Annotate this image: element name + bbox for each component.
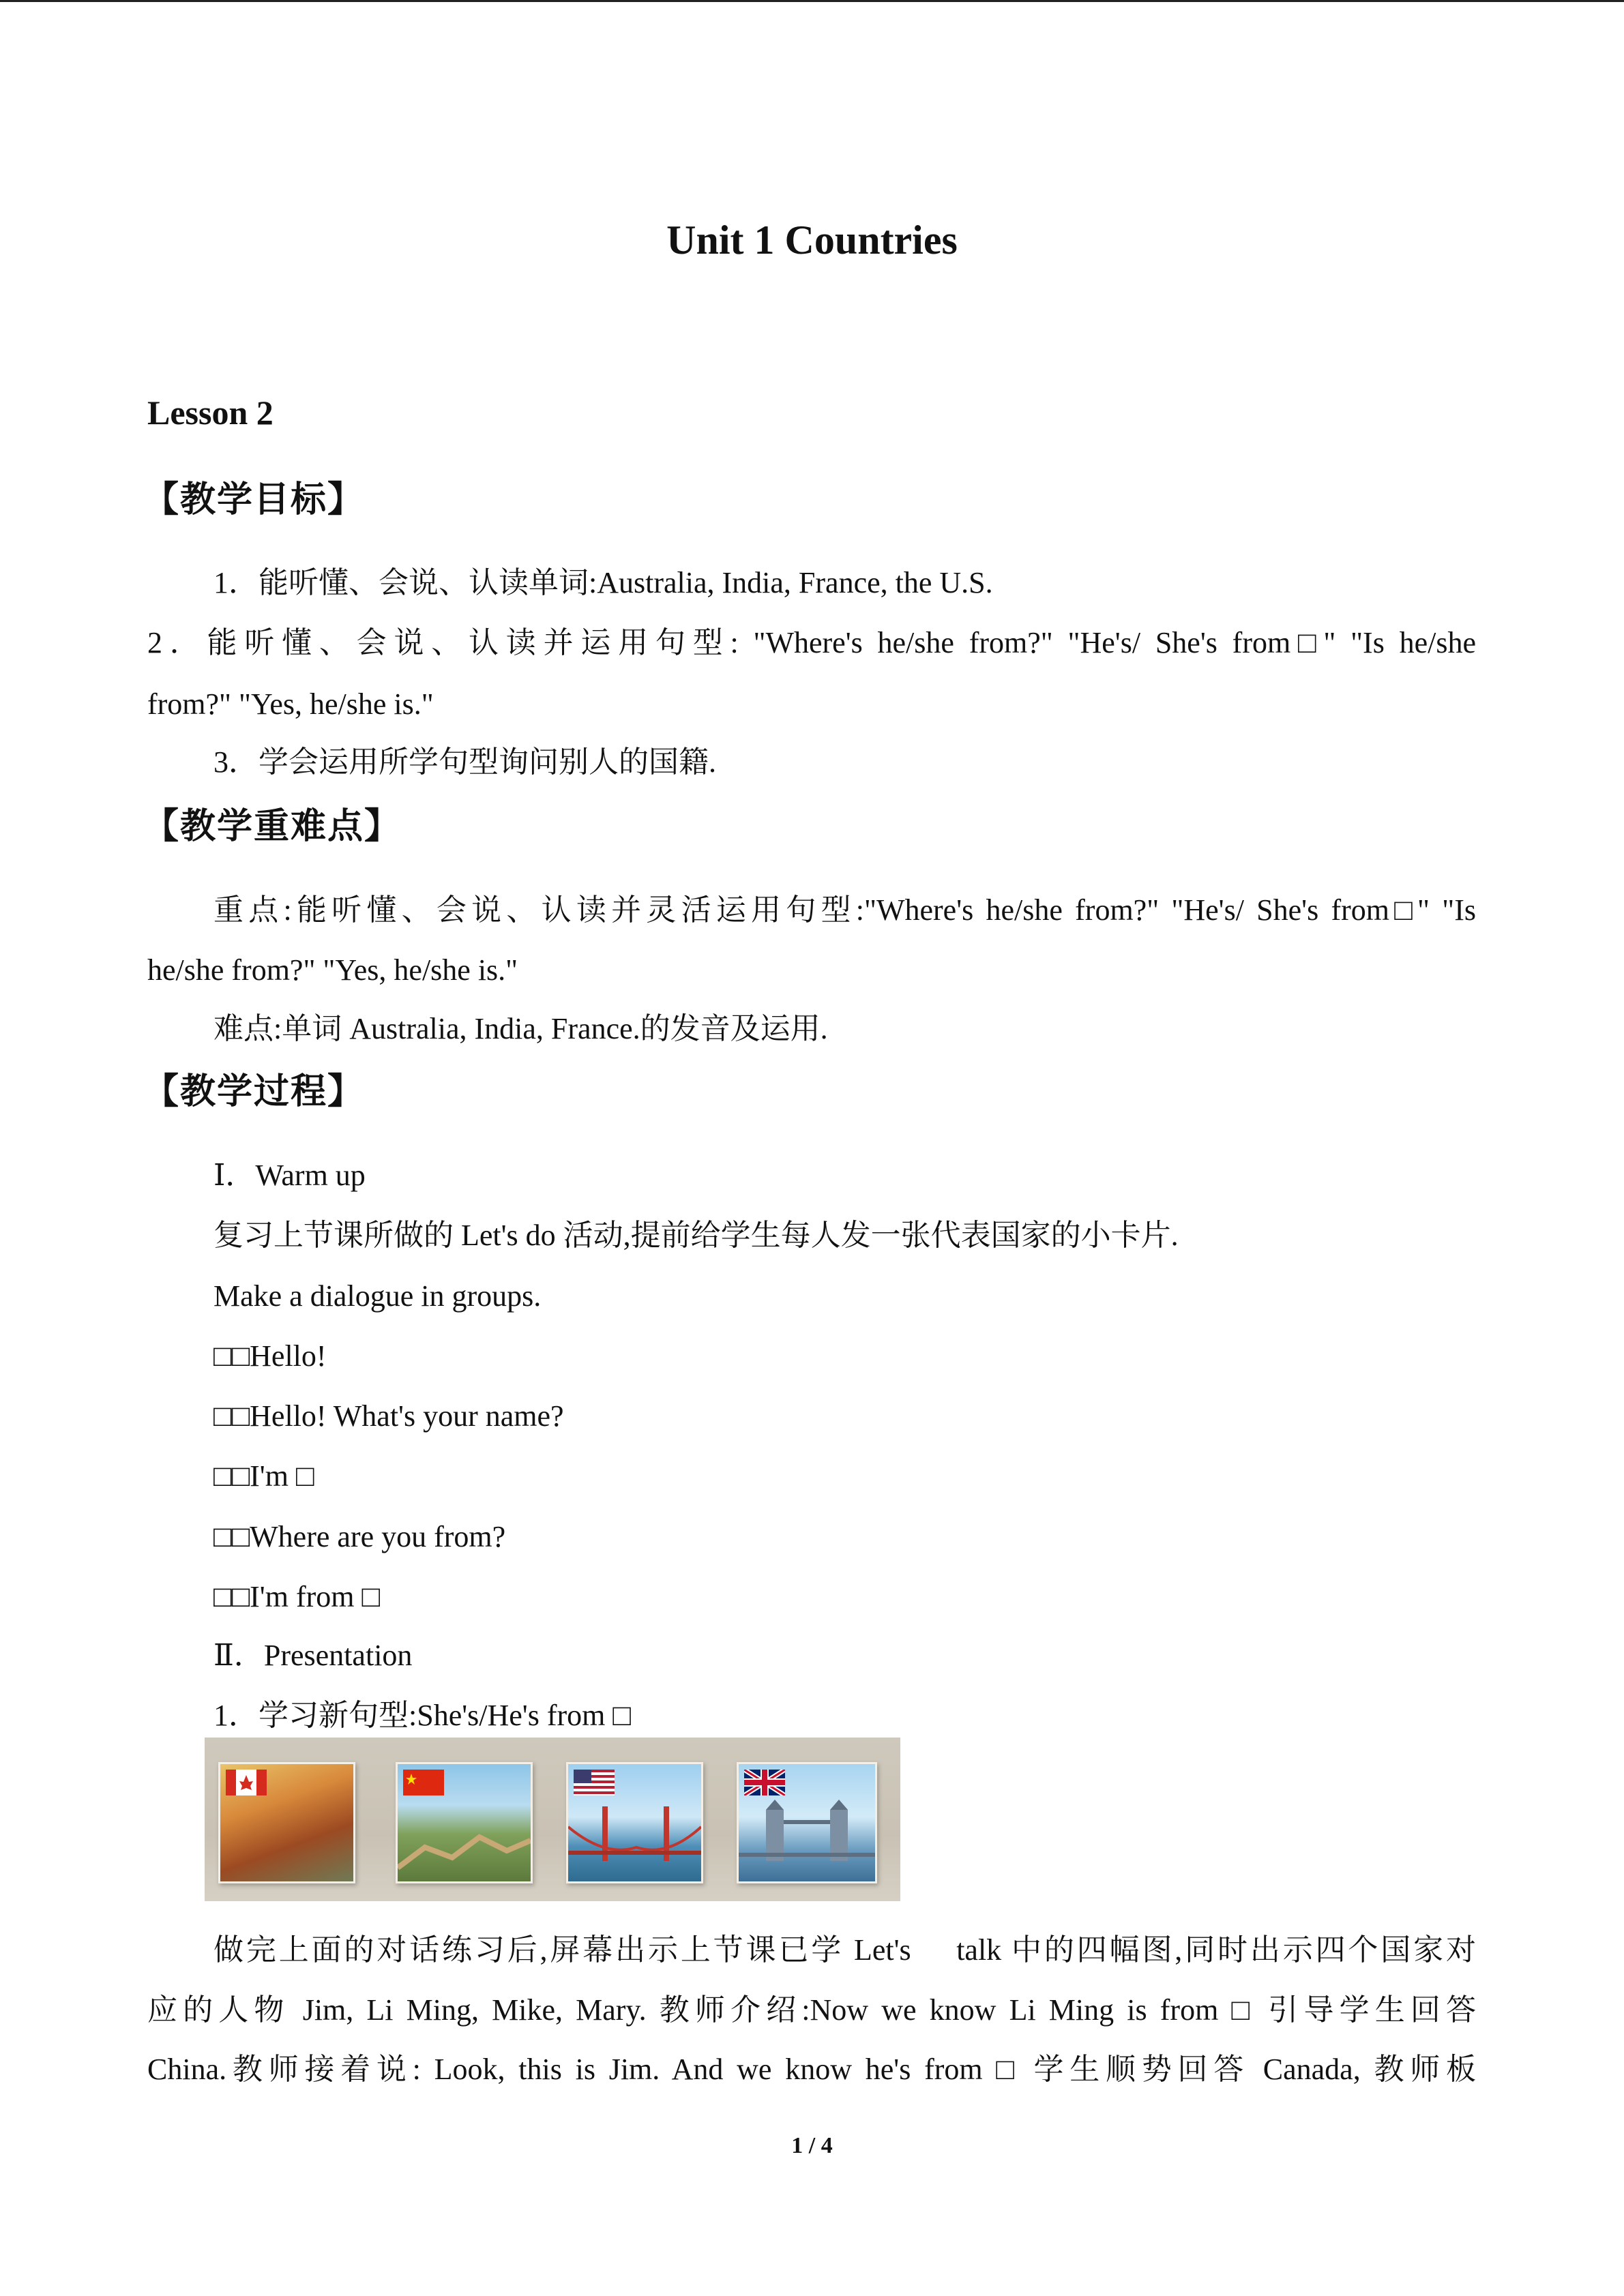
china-flag-icon (403, 1770, 444, 1795)
paragraph-line-2: 应的人物 Jim, Li Ming, Mike, Mary. 教师介绍:Now we know Li Ming is from □ 引导学生回答 (147, 1993, 1476, 2027)
step-presentation: Ⅱ．Presentation (213, 1639, 413, 1672)
tower-bridge-icon (739, 1800, 875, 1875)
canada-flag-icon (226, 1770, 267, 1795)
dialogue-line: □□Hello! What's your name? (213, 1399, 564, 1433)
dialogue-line: □□Where are you from? (213, 1520, 506, 1553)
usa-flag-icon (574, 1770, 615, 1795)
key-point-line-2: he/she from?" "Yes, he/she is." (147, 953, 518, 987)
review-instruction: 复习上节课所做的 Let's do 活动,提前给学生每人发一张代表国家的小卡片. (213, 1219, 1179, 1252)
document-title: Unit 1 Countries (666, 218, 958, 263)
section-heading-process: 【教学过程】 (143, 1073, 365, 1112)
lesson-heading: Lesson 2 (147, 393, 274, 432)
country-pictures-image (205, 1738, 900, 1901)
uk-flag-icon (744, 1770, 785, 1795)
china-picture (396, 1762, 533, 1883)
key-point-line-1: 重点:能听懂、会说、认读并灵活运用句型:"Where's he/she from?" "He's/ She's from□" "Is (213, 893, 1476, 927)
dialogue-line: □□I'm from □ (213, 1580, 381, 1613)
learn-sentence-pattern: 1．学习新句型:She's/He's from □ (213, 1699, 631, 1732)
section-heading-objectives: 【教学目标】 (143, 481, 365, 520)
usa-picture (566, 1762, 703, 1883)
objective-item-3: 3．学会运用所学句型询问别人的国籍. (213, 745, 716, 779)
paragraph-line-1: 做完上面的对话练习后,屏幕出示上节课已学 Let's talk 中的四幅图,同时出示四个国家对 (213, 1933, 1476, 1967)
dialogue-line: □□Hello! (213, 1339, 327, 1373)
difficult-point: 难点:单词 Australia, India, France.的发音及运用. (213, 1012, 828, 1045)
objective-item-2-line-2: from?" "Yes, he/she is." (147, 687, 434, 721)
paragraph-line-3: China.教师接着说: Look, this is Jim. And we know he's from □ 学生顺势回答 Canada, 教师板 (147, 2053, 1476, 2086)
make-dialogue-instruction: Make a dialogue in groups. (213, 1279, 542, 1313)
golden-gate-bridge-icon (568, 1800, 701, 1875)
great-wall-icon (398, 1820, 531, 1881)
uk-picture (737, 1762, 877, 1883)
step-warm-up: Ⅰ．Warm up (213, 1159, 366, 1192)
page-number: 1 / 4 (791, 2133, 833, 2158)
dialogue-line: □□I'm □ (213, 1459, 314, 1493)
canada-picture (218, 1762, 355, 1883)
page-top-border (0, 0, 1624, 2)
objective-item-1: 1．能听懂、会说、认读单词:Australia, India, France, the U.S. (213, 566, 993, 599)
section-heading-key-points: 【教学重难点】 (143, 807, 402, 846)
objective-item-2-line-1: 2．能听懂、会说、认读并运用句型: "Where's he/she from?" "He's/ She's from□" "Is he/she (147, 626, 1476, 659)
